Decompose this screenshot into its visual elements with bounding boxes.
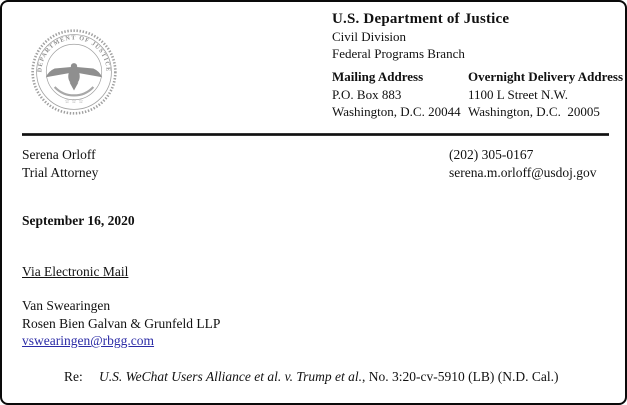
overnight-address-block (468, 68, 623, 121)
attorney-contact-block (449, 146, 597, 182)
attorney-email: serena.m.orloff@usdoj.gov (449, 165, 597, 180)
letterhead-divider (22, 133, 609, 136)
attorney-block (22, 146, 98, 182)
overnight-address-line1: 1100 L Street N.W. (468, 86, 569, 102)
mailing-address-heading: Mailing Address (332, 69, 424, 84)
mailing-address-line1: P.O. Box 883 (332, 86, 402, 102)
letter-date: September 16, 2020 (22, 213, 135, 228)
recipient-name: Van Swearingen (22, 298, 111, 313)
doj-seal-icon (30, 28, 118, 116)
case-citation: , No. 3:20-cv-5910 (LB) (N.D. Cal.) (362, 369, 559, 384)
recipient-block (22, 297, 220, 350)
mailing-address-line2: Washington, D.C. 20044 (332, 104, 461, 119)
re-line (64, 368, 604, 386)
attorney-phone: (202) 305-0167 (449, 147, 534, 162)
branch-line: Federal Programs Branch (332, 45, 465, 61)
overnight-address-heading: Overnight Delivery Address (468, 69, 624, 84)
seal-stars: ☆ ☆ ☆ (64, 98, 84, 105)
seal-ring-text: DEPARTMENT OF JUSTICE (37, 35, 111, 73)
attorney-name: Serena Orloff (22, 147, 96, 162)
delivery-method: Via Electronic Mail (22, 264, 129, 279)
mailing-address-block (332, 68, 461, 121)
agency-title: U.S. Department of Justice (332, 11, 510, 27)
recipient-firm: Rosen Bien Galvan & Grunfeld LLP (22, 315, 221, 331)
re-label: Re: (64, 369, 83, 384)
case-reference (99, 368, 604, 386)
case-name: U.S. WeChat Users Alliance et al. v. Trump et al. (99, 369, 362, 384)
attorney-title: Trial Attorney (22, 165, 99, 180)
overnight-address-line2: Washington, D.C. 20005 (468, 104, 600, 119)
letterhead (332, 10, 509, 62)
eagle-icon (46, 63, 102, 90)
division-line: Civil Division (332, 29, 407, 44)
recipient-email-link[interactable]: vswearingen@rbgg.com (22, 333, 155, 348)
